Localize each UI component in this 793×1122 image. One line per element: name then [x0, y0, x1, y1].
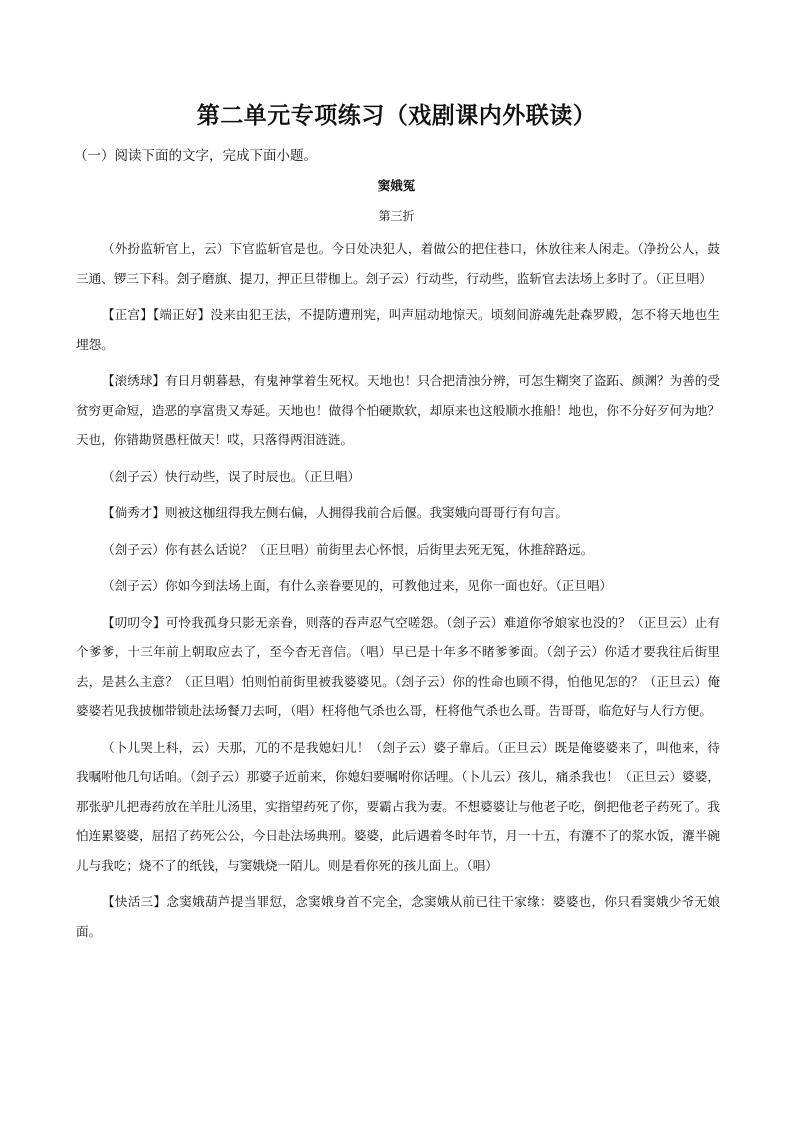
work-title: 窦娥冤	[377, 178, 416, 193]
paragraph-executioner-question: （刽子云）你有甚么话说？（正旦唱）前街里去心怀恨，后街里去死无冤，休推辞路远。	[102, 541, 594, 557]
script-text	[76, 234, 720, 953]
paragraph-kuaihuosan: 【快活三】念窦娥葫芦提当罪愆，念窦娥身首不完全，念窦娥从前已往干家缘：婆婆也，你只看窦娥少爷无娘面。	[76, 894, 720, 939]
page-title: 第二单元专项练习（戏剧课内外联读）	[196, 103, 597, 129]
act-title: 第三折	[378, 209, 415, 223]
paragraph-duanzhenghao: 【正宫】【端正好】没来由犯王法，不提防遭刑宪，叫声屈动地惊天。顷刻间游魂先赴森罗殿，怎不将天地也生埋怨。	[76, 307, 720, 352]
paragraph-gunxiuqiu: 【滚绣球】有日月朝暮悬，有鬼神掌着生死权。天地也！只合把清浊分辨，可怎生糊突了盗跖、颜渊？为善的受贫穷更命短，造恶的享富贵又寿延。天地也！做得个怕硬欺软，却原来也这般顺水推船！地也，你不分好歹何为地？天也，你错勘贤愚枉做天！哎，只落得两泪涟涟。	[76, 373, 720, 447]
paragraph-daodaoling: 【叨叨令】可怜我孤身只影无亲眷，则落的吞声忍气空嗟怨。（刽子云）难道你爷娘家也没的？（正旦云）止有个爹爹，十三年前上朝取应去了，至今杳无音信。（唱）早已是十年多不睹爹爹面。（刽子云）你适才要我往后街里去，是甚么主意？（正旦唱）怕则怕前街里被我婆婆见。（刽子云）你的性命也顾不得，怕他见怎的？（正旦云）俺婆婆若见我披枷带锁赴法场餐刀去呵，（唱）枉将他气杀也么哥，枉将他气杀也么哥。告哥哥，临危好与人行方便。	[76, 614, 720, 718]
paragraph-tangxiucai: 【倘秀才】则被这枷纽得我左侧右偏，人拥得我前合后偃。我窦娥向哥哥行有句言。	[102, 505, 568, 520]
section-heading: （一）阅读下面的文字，完成下面小题。	[74, 148, 317, 164]
paragraph-executioner-relatives: （刽子云）你如今到法场上面，有什么亲眷要见的，可教他过来，见你一面也好。（正旦唱）	[102, 578, 613, 593]
paragraph-executioner-hurry: （刽子云）快行动些，误了时辰也。（正旦唱）	[102, 468, 361, 484]
paragraph-stage-direction-opening: （外扮监斩官上，云）下官监斩官是也。今日处决犯人，着做公的把住巷口，休放往来人闲走。（净扮公人，鼓三通、锣三下科。刽子磨旗、提刀，押正旦带枷上。刽子云）行动些，行动些，监斩官去法场上多时了。（正旦唱）	[76, 241, 720, 286]
paragraph-mother-in-law-arrives: （卜儿哭上科，云）天那，兀的不是我媳妇儿！（刽子云）婆子靠后。（正旦云）既是俺婆婆来了，叫他来，待我嘱咐他几句话咱。（刽子云）那婆子近前来，你媳妇要嘱咐你话哩。（卜儿云）孩儿，痛杀我也！（正旦云）婆婆，那张驴儿把毒药放在羊肚儿汤里，实指望药死了你，要霸占我为妻。不想婆婆让与他老子吃，倒把他老子药死了。我怕连累婆婆，屈招了药死公公，今日赴法场典刑。婆婆，此后遇着冬时年节，月一十五，有瀽不了的浆水饭，瀽半碗儿与我吃；烧不了的纸钱，与窦娥烧一陌儿。则是看你死的孩儿面上。（唱）	[76, 739, 720, 873]
